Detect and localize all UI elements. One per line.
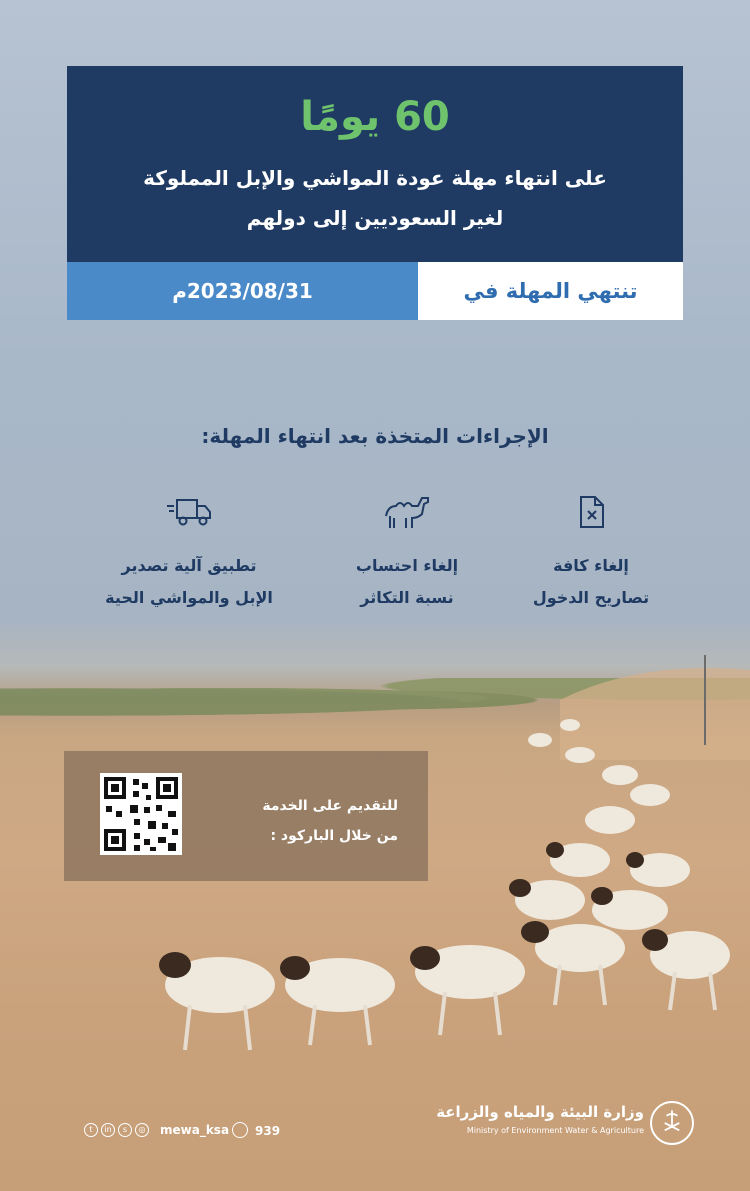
measure-permits	[481, 494, 701, 606]
announcement-line-2: لغير السعوديين إلى دولهم	[246, 206, 504, 230]
measure-export-line-1: تطبيق آلية تصدير	[121, 556, 257, 575]
ministry-name-english: Ministry of Environment Water & Agriculture	[466, 1126, 644, 1135]
social-handle[interactable]: mewa_ksa	[160, 1123, 230, 1137]
announcement-line-1: على انتهاء مهلة عودة المواشي والإبل المملوكة	[143, 166, 607, 190]
deadline-date: 2023/08/31م	[67, 262, 418, 320]
deadline-row	[67, 262, 683, 320]
truck-icon	[165, 494, 213, 530]
social-icons	[84, 1123, 149, 1137]
phone-number[interactable]: 939	[255, 1124, 281, 1138]
measure-permits-line-2: تصاريح الدخول	[532, 588, 650, 607]
qr-panel	[64, 751, 428, 881]
measure-permits-line-1: إلغاء كافة	[553, 556, 629, 575]
qr-instructions-line-2: من خلال الباركود :	[270, 828, 398, 844]
qr-instructions-line-1: للتقديم على الخدمة	[262, 798, 398, 814]
ministry-emblem-icon	[650, 1101, 694, 1145]
camel-icon	[382, 494, 432, 530]
days-remaining: 60 يومًا	[300, 94, 450, 140]
twitter-icon[interactable]: t	[84, 1123, 98, 1137]
deadline-label: تنتهي المهلة في	[418, 262, 683, 320]
announcement-header	[67, 66, 683, 262]
linkedin-icon[interactable]: in	[101, 1123, 115, 1137]
instagram-icon[interactable]: ◎	[135, 1123, 149, 1137]
document-cancel-icon	[573, 494, 609, 530]
measure-breeding-line-1: إلغاء احتساب	[355, 556, 459, 575]
measure-export	[79, 494, 299, 606]
measure-breeding-line-2: نسبة التكاثر	[360, 588, 454, 607]
footer	[0, 1095, 750, 1155]
phone-icon	[232, 1122, 248, 1138]
qr-instructions	[262, 791, 398, 851]
snapchat-icon[interactable]: s	[118, 1123, 132, 1137]
qr-code[interactable]	[100, 773, 182, 855]
measures-title: الإجراءات المتخذة بعد انتهاء المهلة:	[201, 424, 549, 448]
ministry-name-arabic: وزارة البيئة والمياه والزراعة	[436, 1103, 644, 1121]
measure-export-line-2: الإبل والمواشي الحية	[105, 588, 273, 607]
